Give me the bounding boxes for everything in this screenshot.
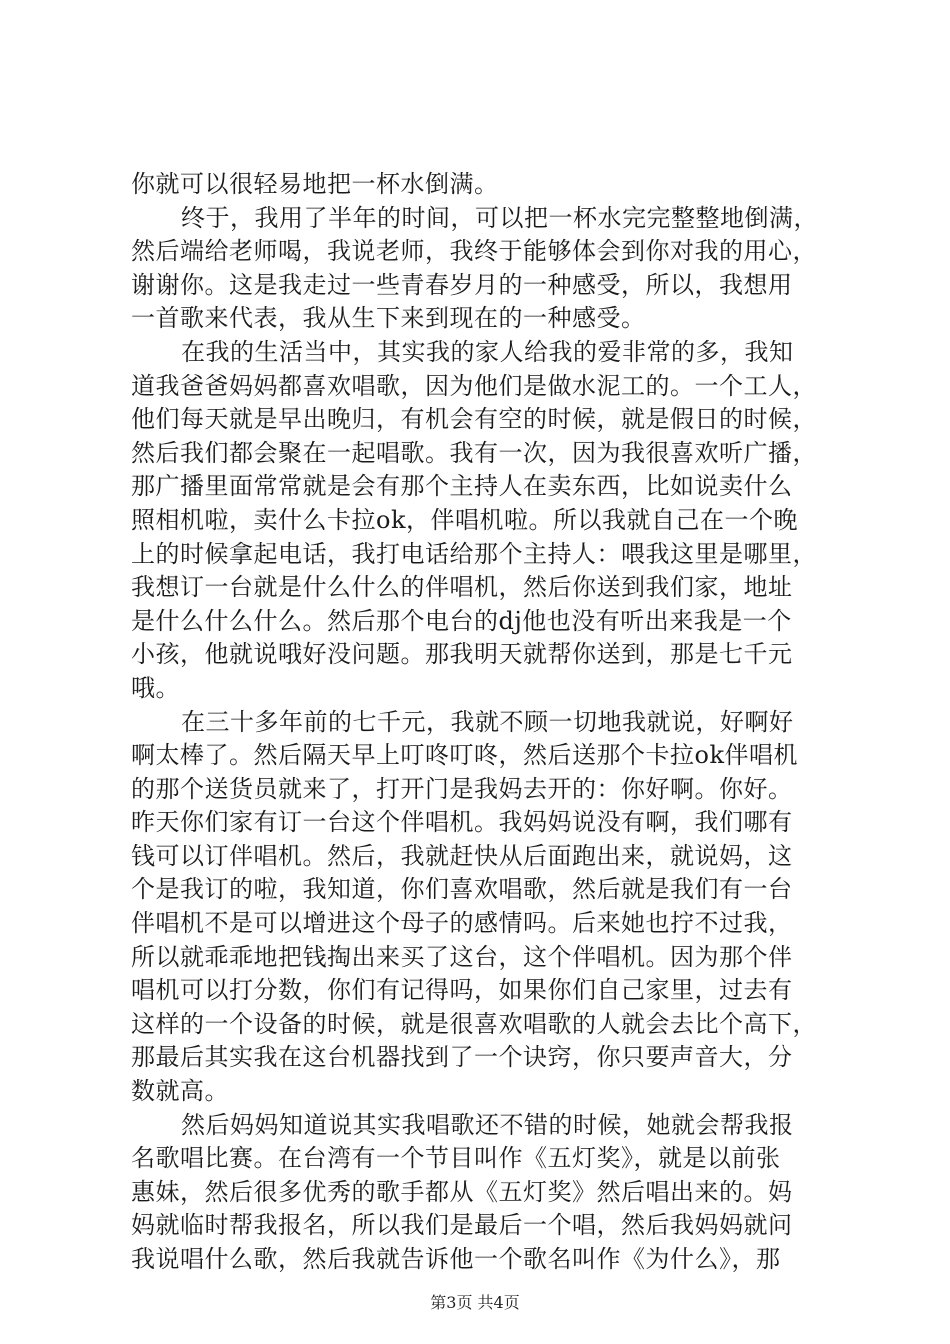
text-line: 那广播里面常常就是会有那个主持人在卖东西，比如说卖什么 — [131, 472, 793, 501]
text-line: 惠妹，然后很多优秀的歌手都从《五灯奖》然后唱出来的。妈 — [131, 1177, 793, 1206]
text-line: 这样的一个设备的时候，就是很喜欢唱歌的人就会去比个高下， — [131, 1009, 817, 1038]
paragraph-start-line: 然后妈妈知道说其实我唱歌还不错的时候，她就会帮我报 — [181, 1110, 794, 1139]
text-line: 数就高。 — [131, 1077, 229, 1106]
text-line: 昨天你们家有订一台这个伴唱机。我妈妈说没有啊，我们哪有 — [131, 808, 793, 837]
text-line: 是什么什么什么。然后那个电台的dj他也没有听出来我是一个 — [131, 606, 792, 635]
body-text — [131, 168, 831, 1277]
text-line: 啊太棒了。然后隔天早上叮咚叮咚，然后送那个卡拉ok伴唱机 — [131, 741, 798, 770]
text-line: 那最后其实我在这台机器找到了一个诀窍，你只要声音大，分 — [131, 1043, 793, 1072]
text-line: 谢谢你。这是我走过一些青春岁月的一种感受，所以，我想用 — [131, 270, 793, 299]
text-line: 照相机啦，卖什么卡拉ok，伴唱机啦。所以我就自己在一个晚 — [131, 505, 798, 534]
page-number-label: 第3页 共4页 — [430, 1293, 520, 1312]
text-line: 所以就乖乖地把钱掏出来买了这台，这个伴唱机。因为那个伴 — [131, 942, 793, 971]
text-line: 的那个送货员就来了，打开门是我妈去开的：你好啊。你好。 — [131, 774, 793, 803]
text-line: 个是我订的啦，我知道，你们喜欢唱歌，然后就是我们有一台 — [131, 875, 793, 904]
text-line: 上的时候拿起电话，我打电话给那个主持人：喂我这里是哪里， — [131, 539, 817, 568]
text-line: 小孩，他就说哦好没问题。那我明天就帮你送到，那是七千元 — [131, 640, 793, 669]
text-line: 钱可以订伴唱机。然后，我就赶快从后面跑出来，就说妈，这 — [131, 841, 793, 870]
text-line: 你就可以很轻易地把一杯水倒满。 — [131, 170, 499, 198]
text-line: 道我爸爸妈妈都喜欢唱歌，因为他们是做水泥工的。一个工人， — [131, 371, 817, 400]
text-line: 哦。 — [131, 673, 180, 702]
text-line: 妈就临时帮我报名，所以我们是最后一个唱，然后我妈妈就问 — [131, 1211, 793, 1240]
text-line: 唱机可以打分数，你们有记得吗，如果你们自己家里，过去有 — [131, 976, 793, 1005]
text-line: 我说唱什么歌，然后我就告诉他一个歌名叫作《为什么》，那 — [131, 1245, 781, 1273]
text-line: 然后端给老师喝，我说老师，我终于能够体会到你对我的用心， — [131, 237, 817, 266]
text-line: 伴唱机不是可以增进这个母子的感情吗。后来她也拧不过我， — [131, 909, 793, 938]
text-line: 名歌唱比赛。在台湾有一个节目叫作《五灯奖》，就是以前张 — [131, 1144, 781, 1173]
text-line: 然后我们都会聚在一起唱歌。我有一次，因为我很喜欢听广播， — [131, 438, 817, 467]
text-line: 一首歌来代表，我从生下来到现在的一种感受。 — [131, 304, 646, 333]
paragraph-start-line: 在三十多年前的七千元，我就不顾一切地我就说，好啊好 — [181, 707, 794, 736]
text-line: 他们每天就是早出晚归，有机会有空的时候，就是假日的时候， — [131, 405, 817, 434]
text-line: 我想订一台就是什么什么的伴唱机，然后你送到我们家，地址 — [131, 573, 793, 602]
page-footer — [0, 1293, 950, 1313]
paragraph-start-line: 在我的生活当中，其实我的家人给我的爱非常的多，我知 — [181, 337, 794, 366]
paragraph-start-line: 终于，我用了半年的时间，可以把一杯水完完整整地倒满， — [181, 203, 818, 232]
